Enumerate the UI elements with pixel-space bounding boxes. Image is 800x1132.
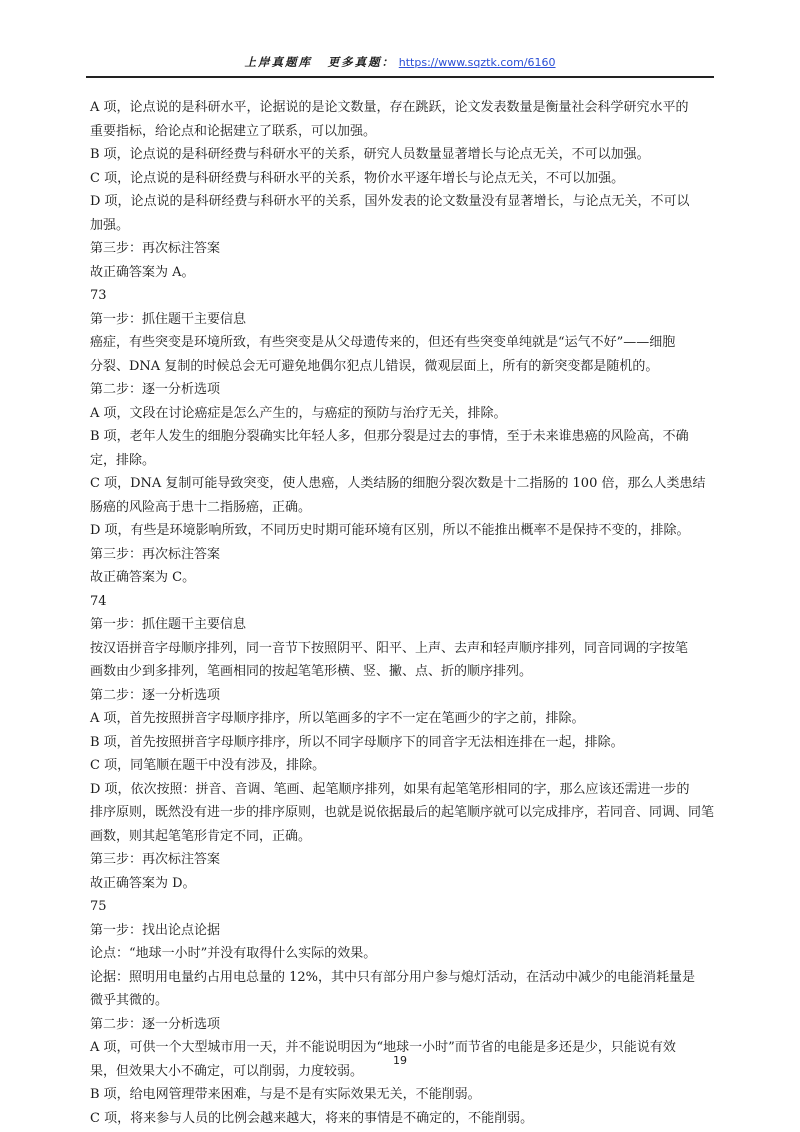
text-line: 第三步：再次标注答案 xyxy=(90,852,221,867)
text-line: B 项，论点说的是科研经费与科研水平的关系，研究人员数量显著增长与论点无关，不可以加强。 xyxy=(90,147,650,162)
text-line: 分裂、DNA 复制的时候总会无可避免地偶尔犯点儿错误，微观层面上，所有的新突变都是随机的。 xyxy=(90,358,659,374)
text-line: B 项，首先按照拼音字母顺序排序，所以不同字母顺序下的同音字无法相连排在一起，排除。 xyxy=(90,734,624,750)
text-line: A 项，文段在讨论癌症是怎么产生的，与癌症的预防与治疗无关，排除。 xyxy=(90,405,507,421)
text-line: D 项，依次按照：拼音、音调、笔画、起笔顺序排列，如果有起笔笔形相同的字，那么应该还需进一步的 xyxy=(90,781,690,797)
text-line: 论点：“地球一小时”并没有取得什么实际的效果。 xyxy=(90,946,377,961)
text-line: C 项，将来参与人员的比例会越来越大，将来的事情是不确定的，不能削弱。 xyxy=(90,1110,534,1126)
text-line: 故正确答案为 C。 xyxy=(90,570,196,585)
text-line: 画数由少到多排列，笔画相同的按起笔笔形横、竖、撇、点、折的顺序排列。 xyxy=(90,664,533,679)
text-line: 第一步：抓住题干主要信息 xyxy=(90,617,247,632)
text-line: 故正确答案为 D。 xyxy=(90,875,196,891)
text-line: 定，排除。 xyxy=(90,452,156,468)
text-line: 第三步：再次标注答案 xyxy=(90,546,221,562)
text-line: 微乎其微的。 xyxy=(90,993,169,1008)
text-line: 按汉语拼音字母顺序排列，同一音节下按照阴平、阳平、上声、去声和轻声顺序排列，同音同调的字按笔 xyxy=(90,640,689,656)
page-number: 19 xyxy=(393,1054,407,1067)
text-line: 果，但效果大小不确定，可以削弱，力度较弱。 xyxy=(90,1063,364,1079)
header-link[interactable]: https://www.sqztk.com/6160 xyxy=(398,56,556,69)
text-line: B 项，老年人发生的细胞分裂确实比年轻人多，但那分裂是过去的事情，至于未来谁患癌的风险高，不确 xyxy=(90,429,689,444)
text-line: 故正确答案为 A。 xyxy=(90,264,195,280)
text-line: 73 xyxy=(90,288,107,303)
text-line: D 项，论点说的是科研经费与科研水平的关系，国外发表的论文数量没有显著增长，与论点无关，不可以 xyxy=(90,194,690,209)
text-line: 重要指标，给论点和论据建立了联系，可以加强。 xyxy=(90,123,377,139)
text-line: A 项，首先按照拼音字母顺序排序，所以笔画多的字不一定在笔画少的字之前，排除。 xyxy=(90,711,585,726)
text-line: 74 xyxy=(90,593,107,609)
page-header xyxy=(86,54,714,78)
text-line: 第三步：再次标注答案 xyxy=(90,241,221,256)
text-line: 癌症，有些突变是环境所致，有些突变是从父母遗传来的，但还有些突变单纯就是“运气不好”——细胞 xyxy=(90,335,676,350)
text-line: C 项，论点说的是科研经费与科研水平的关系，物价水平逐年增长与论点无关，不可以加强。 xyxy=(90,170,625,186)
more-label: 更多真题： xyxy=(327,55,396,69)
text-line: 第二步：逐一分析选项 xyxy=(90,1016,221,1032)
text-line: B 项，给电网管理带来困难，与是不是有实际效果无关，不能削弱。 xyxy=(90,1087,481,1102)
document-body xyxy=(90,96,720,1130)
text-line: 第一步：抓住题干主要信息 xyxy=(90,311,247,327)
text-line: A 项，可供一个大型城市用一天，并不能说明因为“地球一小时”而节省的电能是多还是少，只能说有效 xyxy=(90,1040,676,1055)
text-line: 第二步：逐一分析选项 xyxy=(90,382,221,397)
text-line: C 项，DNA 复制可能导致突变，使人患癌，人类结肠的细胞分裂次数是十二指肠的 100 倍，那么人类患结 xyxy=(90,476,706,491)
text-line: D 项，有些是环境影响所致，不同历史时期可能环境有区别，所以不能推出概率不是保持不变的，排除。 xyxy=(90,523,690,538)
text-line: 75 xyxy=(90,899,107,914)
text-line: 画数，则其起笔笔形肯定不同，正确。 xyxy=(90,828,312,844)
text-line: 论据：照明用电量约占用电总量的 12%，其中只有部分用户参与熄灯活动，在活动中减少的电能消耗量是 xyxy=(90,969,696,985)
text-line: 加强。 xyxy=(90,217,130,233)
text-line: C 项，同笔顺在题干中没有涉及，排除。 xyxy=(90,758,326,773)
site-name: 上岸真题库 xyxy=(244,55,312,69)
text-line: 第二步：逐一分析选项 xyxy=(90,687,221,703)
text-line: 第一步：找出论点论据 xyxy=(90,922,221,938)
text-line: 排序原则，既然没有进一步的排序原则，也就是说依据最后的起笔顺序就可以完成排序，若同音、同调、同笔 xyxy=(90,805,715,820)
text-line: A 项，论点说的是科研水平，论据说的是论文数量，存在跳跃，论文发表数量是衡量社会科学研究水平的 xyxy=(90,100,689,115)
text-line: 肠癌的风险高于患十二指肠癌，正确。 xyxy=(90,499,312,515)
